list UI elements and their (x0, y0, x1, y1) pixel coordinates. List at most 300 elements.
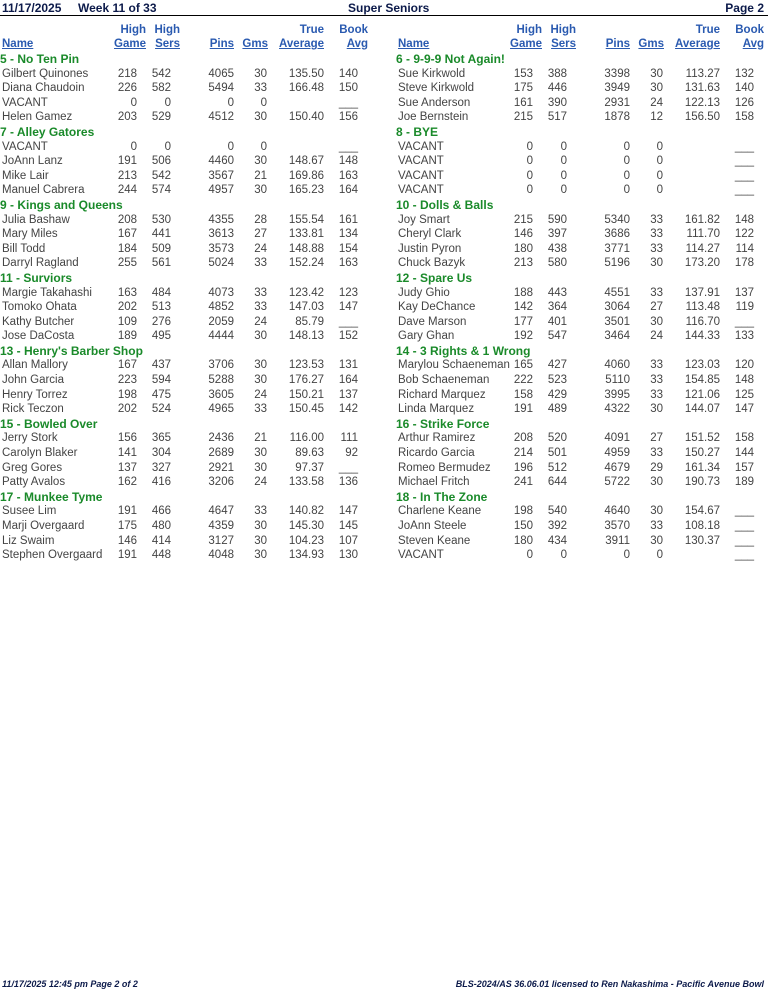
games-count: 33 (254, 301, 267, 314)
true-average: 116.70 (685, 315, 720, 328)
team-title: 12 - Spare Us (396, 270, 473, 285)
player-row (396, 154, 768, 169)
header-high-game-line1: High (516, 24, 542, 36)
total-pins: 4647 (208, 505, 234, 518)
high-game: 167 (117, 228, 137, 241)
total-pins: 4322 (604, 403, 630, 416)
header-name: Name (2, 38, 34, 50)
book-average: 150 (338, 82, 358, 95)
player-row (396, 315, 768, 330)
high-game: 180 (513, 534, 533, 547)
high-series: 644 (547, 476, 567, 489)
total-pins: 0 (227, 140, 234, 153)
high-game: 165 (513, 359, 533, 372)
player-name: John Garcia (2, 374, 65, 387)
player-row (396, 373, 768, 388)
total-pins: 4460 (208, 155, 234, 168)
player-name: Rick Teczon (2, 403, 64, 416)
games-count: 30 (650, 534, 663, 547)
games-count: 30 (254, 461, 267, 474)
high-game: 191 (117, 549, 137, 562)
book-average: 136 (338, 476, 358, 489)
player-row (396, 504, 768, 519)
book-average: 114 (735, 242, 754, 255)
games-count: 30 (254, 330, 267, 343)
player-row (0, 461, 384, 476)
book-average: 142 (338, 403, 358, 416)
player-name: Dave Marson (398, 315, 467, 328)
total-pins: 4852 (208, 301, 234, 314)
high-game: 142 (513, 301, 533, 314)
high-series: 574 (151, 184, 171, 197)
book-average: 164 (338, 184, 358, 197)
player-name: VACANT (398, 184, 444, 197)
total-pins: 3771 (604, 242, 630, 255)
high-game: 213 (117, 169, 137, 182)
high-series: 475 (151, 388, 171, 401)
player-name: Steve Kirkwold (398, 82, 475, 95)
high-series: 484 (151, 286, 171, 299)
high-series: 397 (547, 228, 567, 241)
total-pins: 2689 (208, 447, 234, 460)
true-average: 123.03 (684, 359, 720, 372)
player-name: Michael Fritch (398, 476, 470, 489)
player-row (396, 227, 768, 242)
player-row (396, 431, 768, 446)
true-average: 154.85 (684, 374, 720, 387)
high-series: 513 (151, 301, 171, 314)
true-average: 150.45 (288, 403, 324, 416)
book-average: 140 (734, 82, 754, 95)
high-game: 0 (526, 549, 533, 562)
high-series: 542 (151, 169, 171, 182)
high-series: 529 (151, 111, 171, 124)
true-average: 134.93 (288, 549, 324, 562)
player-name: Carolyn Blaker (2, 447, 78, 460)
player-row (0, 388, 384, 403)
high-series: 540 (547, 505, 567, 518)
true-average: 161.34 (684, 461, 720, 474)
high-series: 0 (560, 184, 567, 197)
total-pins: 3573 (208, 242, 234, 255)
high-series: 489 (547, 403, 567, 416)
header-book-average-line1: Book (735, 24, 764, 36)
true-average: 190.73 (684, 476, 720, 489)
player-row (396, 329, 768, 344)
total-pins: 3398 (604, 67, 630, 80)
team-title: 15 - Bowled Over (0, 416, 98, 431)
total-pins: 4073 (208, 286, 234, 299)
true-average: 97.37 (295, 461, 324, 474)
total-pins: 3995 (604, 388, 630, 401)
player-name: Patty Avalos (2, 476, 66, 489)
team-title: 5 - No Ten Pin (0, 52, 80, 66)
high-game: 202 (117, 403, 137, 416)
high-game: 150 (513, 520, 533, 532)
header-book-average-line2: Avg (742, 38, 764, 50)
team-title: 13 - Henry's Barber Shop (0, 343, 143, 358)
true-average: 173.20 (684, 257, 720, 270)
player-name: Arthur Ramirez (398, 432, 476, 445)
true-average: 151.52 (684, 432, 720, 445)
total-pins: 4065 (208, 67, 234, 80)
player-row (0, 81, 384, 96)
true-average: 147.03 (288, 301, 324, 314)
player-name: Steven Keane (398, 534, 471, 547)
high-series: 582 (151, 82, 171, 95)
games-count: 30 (650, 403, 663, 416)
games-count: 30 (254, 111, 267, 124)
player-row (0, 96, 384, 111)
games-count: 30 (650, 257, 663, 270)
player-row (396, 519, 768, 534)
high-series: 0 (164, 140, 171, 153)
true-average: 176.27 (288, 374, 324, 387)
true-average: 169.86 (288, 169, 324, 182)
book-average: 145 (338, 520, 358, 532)
total-pins: 3127 (208, 534, 234, 547)
player-name: VACANT (398, 155, 444, 168)
book-average: 154 (338, 242, 358, 255)
high-series: 390 (547, 96, 567, 109)
book-average: 134 (338, 228, 358, 241)
high-series: 512 (547, 461, 567, 474)
player-row (396, 81, 768, 96)
header-true-average (675, 23, 720, 51)
high-series: 427 (547, 359, 567, 372)
player-name: Greg Gores (2, 461, 63, 474)
games-count: 30 (254, 447, 267, 460)
player-row (396, 446, 768, 461)
true-average: 145.30 (288, 520, 324, 532)
team-title: 17 - Munkee Tyme (0, 489, 103, 504)
high-series: 438 (547, 242, 567, 255)
high-series: 0 (560, 155, 567, 168)
high-series: 0 (560, 169, 567, 182)
player-row (396, 110, 768, 125)
player-name: Cheryl Clark (398, 228, 462, 241)
total-pins: 0 (623, 184, 630, 197)
true-average: 161.82 (684, 213, 720, 226)
player-row (0, 315, 384, 330)
footer-license: BLS-2024/AS 36.06.01 licensed to Ren Nakashima - Pacific Avenue Bowl (455, 979, 764, 989)
standings-column-right (396, 20, 768, 563)
book-average: 163 (338, 257, 358, 270)
book-average: ___ (734, 169, 754, 182)
true-average: 148.67 (288, 155, 324, 168)
player-name: Joy Smart (398, 213, 450, 226)
player-name: VACANT (2, 96, 48, 109)
total-pins: 3949 (604, 82, 630, 95)
player-name: Justin Pyron (398, 242, 462, 255)
team-title: 8 - BYE (396, 124, 439, 139)
header-high-series-line1: High (154, 24, 180, 36)
player-name: Mike Lair (2, 169, 49, 182)
book-average: 157 (734, 461, 754, 474)
team-title: 10 - Dolls & Balls (396, 197, 494, 212)
high-game: 141 (117, 447, 137, 460)
high-series: 509 (151, 242, 171, 255)
total-pins: 4957 (208, 184, 234, 197)
book-average: 163 (338, 169, 358, 182)
games-count: 33 (650, 447, 663, 460)
high-game: 153 (513, 67, 533, 80)
player-row (396, 548, 768, 563)
player-name: Marji Overgaard (2, 520, 85, 532)
high-game: 146 (117, 534, 137, 547)
player-name: Liz Swaim (2, 534, 55, 547)
games-count: 29 (650, 461, 663, 474)
player-name: Mary Miles (2, 228, 58, 241)
high-game: 208 (117, 213, 137, 226)
header-book-average (735, 23, 764, 51)
player-row (0, 256, 384, 271)
games-count: 30 (254, 534, 267, 547)
total-pins: 4959 (604, 447, 630, 460)
total-pins: 4551 (604, 286, 630, 299)
total-pins: 3570 (604, 520, 630, 532)
high-series: 590 (547, 213, 567, 226)
team-title: 11 - Surviors (0, 270, 73, 285)
games-count: 24 (650, 330, 663, 343)
true-average: 116.00 (289, 432, 324, 445)
team-title: 9 - Kings and Queens (0, 197, 123, 212)
total-pins: 4679 (604, 461, 630, 474)
book-average: ___ (338, 96, 358, 109)
high-series: 446 (547, 82, 567, 95)
player-row (396, 96, 768, 111)
games-count: 27 (650, 432, 663, 445)
games-count: 33 (650, 228, 663, 241)
player-row (396, 402, 768, 417)
games-count: 30 (254, 184, 267, 197)
high-series: 524 (151, 403, 171, 416)
page-number: Page 2 (725, 1, 764, 15)
games-count: 33 (650, 388, 663, 401)
player-name: Jose DaCosta (2, 330, 75, 343)
book-average: 132 (734, 67, 754, 80)
high-series: 495 (151, 330, 171, 343)
player-name: Gilbert Quinones (2, 67, 89, 80)
total-pins: 2059 (208, 315, 234, 328)
high-game: 192 (513, 330, 533, 343)
player-row (0, 213, 384, 228)
high-series: 364 (547, 301, 567, 314)
player-row (0, 373, 384, 388)
player-name: Kay DeChance (398, 301, 476, 314)
high-game: 156 (117, 432, 137, 445)
true-average: 113.27 (685, 67, 720, 80)
player-name: Sue Anderson (398, 96, 471, 109)
player-row (396, 300, 768, 315)
player-name: Richard Marquez (398, 388, 486, 401)
total-pins: 4048 (208, 549, 234, 562)
games-count: 30 (650, 315, 663, 328)
book-average: 126 (734, 96, 754, 109)
games-count: 27 (254, 228, 267, 241)
player-row (0, 110, 384, 125)
high-game: 175 (513, 82, 533, 95)
high-series: 594 (151, 374, 171, 387)
high-game: 241 (513, 476, 533, 489)
header-high-series-line1: High (550, 24, 576, 36)
true-average: 104.23 (288, 534, 324, 547)
high-game: 215 (513, 111, 533, 124)
high-series: 561 (151, 257, 171, 270)
total-pins: 0 (227, 96, 234, 109)
high-game: 175 (117, 520, 137, 532)
true-average: 148.13 (288, 330, 324, 343)
high-series: 437 (151, 359, 171, 372)
high-series: 414 (151, 534, 171, 547)
high-series: 480 (151, 520, 171, 532)
player-row (0, 519, 384, 534)
true-average: 85.79 (295, 315, 324, 328)
player-row (0, 183, 384, 198)
total-pins: 3464 (604, 330, 630, 343)
book-average: 178 (734, 257, 754, 270)
total-pins: 5288 (208, 374, 234, 387)
games-count: 24 (254, 315, 267, 328)
total-pins: 4359 (208, 520, 234, 532)
book-average: ___ (734, 549, 754, 562)
header-high-game-line2: Game (510, 38, 542, 50)
header-book-average (339, 23, 368, 51)
total-pins: 3706 (208, 359, 234, 372)
true-average: 130.37 (684, 534, 720, 547)
games-count: 0 (656, 549, 663, 562)
player-row (396, 358, 768, 373)
report-date: 11/17/2025 (2, 1, 62, 15)
high-game: 0 (130, 140, 137, 153)
book-average: 107 (338, 534, 358, 547)
high-game: 0 (130, 96, 137, 109)
book-average: 148 (734, 374, 754, 387)
player-name: Manuel Cabrera (2, 184, 85, 197)
header-name: Name (398, 38, 430, 50)
book-average: ___ (734, 505, 754, 518)
games-count: 33 (650, 242, 663, 255)
player-name: Gary Ghan (398, 330, 455, 343)
player-row (0, 446, 384, 461)
header-high-series-line2: Sers (551, 38, 576, 50)
player-row (396, 388, 768, 403)
games-count: 33 (254, 403, 267, 416)
games-count: 33 (254, 286, 267, 299)
player-row (0, 329, 384, 344)
total-pins: 3501 (604, 315, 630, 328)
header-high-series (154, 23, 180, 51)
high-series: 501 (547, 447, 567, 460)
book-average: 152 (338, 330, 358, 343)
player-row (396, 140, 768, 155)
total-pins: 3686 (604, 228, 630, 241)
high-game: 203 (117, 111, 137, 124)
book-average: 133 (734, 330, 754, 343)
player-name: Linda Marquez (398, 403, 475, 416)
high-game: 162 (117, 476, 137, 489)
high-game: 222 (513, 374, 533, 387)
games-count: 28 (254, 213, 267, 226)
total-pins: 2921 (208, 461, 234, 474)
header-high-series (550, 23, 576, 51)
high-series: 542 (151, 67, 171, 80)
games-count: 30 (254, 67, 267, 80)
total-pins: 0 (623, 140, 630, 153)
true-average: 123.42 (288, 286, 324, 299)
true-average: 113.48 (685, 301, 720, 314)
total-pins: 5024 (208, 257, 234, 270)
high-series: 530 (151, 213, 171, 226)
team-title: 7 - Alley Gatores (0, 124, 95, 139)
games-count: 33 (650, 213, 663, 226)
book-average: ___ (734, 315, 754, 328)
header-high-game-line2: Game (114, 38, 146, 50)
book-average: ___ (338, 140, 358, 153)
player-name: Stephen Overgaard (2, 549, 103, 562)
player-name: JoAnn Lanz (2, 155, 63, 168)
player-name: Darryl Ragland (2, 257, 79, 270)
player-row (0, 140, 384, 155)
games-count: 33 (254, 82, 267, 95)
true-average: 155.54 (288, 213, 324, 226)
player-name: Chuck Bazyk (398, 257, 466, 270)
player-row (0, 431, 384, 446)
book-average: 148 (338, 155, 358, 168)
high-game: 191 (117, 155, 137, 168)
player-name: VACANT (398, 140, 444, 153)
total-pins: 5494 (208, 82, 234, 95)
high-game: 184 (117, 242, 137, 255)
high-game: 161 (513, 96, 533, 109)
book-average: ___ (734, 155, 754, 168)
games-count: 24 (254, 476, 267, 489)
high-series: 441 (151, 228, 171, 241)
games-count: 30 (650, 505, 663, 518)
total-pins: 3206 (208, 476, 234, 489)
header-pins: Pins (605, 38, 630, 50)
games-count: 30 (254, 359, 267, 372)
player-row (0, 548, 384, 563)
player-name: Bill Todd (2, 242, 46, 255)
high-series: 523 (547, 374, 567, 387)
header-true-average-line1: True (695, 24, 720, 36)
games-count: 12 (650, 111, 663, 124)
total-pins: 4640 (604, 505, 630, 518)
player-row (396, 169, 768, 184)
player-name: Margie Takahashi (2, 286, 92, 299)
book-average: 156 (338, 111, 358, 124)
high-game: 191 (513, 403, 533, 416)
header-book-average-line1: Book (339, 24, 368, 36)
book-average: 137 (338, 388, 358, 401)
games-count: 0 (260, 96, 267, 109)
total-pins: 5110 (605, 374, 630, 387)
header-true-average-line2: Average (675, 38, 720, 50)
games-count: 33 (650, 286, 663, 299)
page-header (0, 1, 768, 16)
book-average: 130 (338, 549, 358, 562)
true-average: 148.88 (288, 242, 324, 255)
book-average: 137 (734, 286, 754, 299)
total-pins: 5722 (604, 476, 630, 489)
high-game: 198 (117, 388, 137, 401)
high-series: 392 (547, 520, 567, 532)
player-row (396, 534, 768, 549)
book-average: 189 (734, 476, 754, 489)
book-average: 120 (734, 359, 754, 372)
high-game: 167 (117, 359, 137, 372)
